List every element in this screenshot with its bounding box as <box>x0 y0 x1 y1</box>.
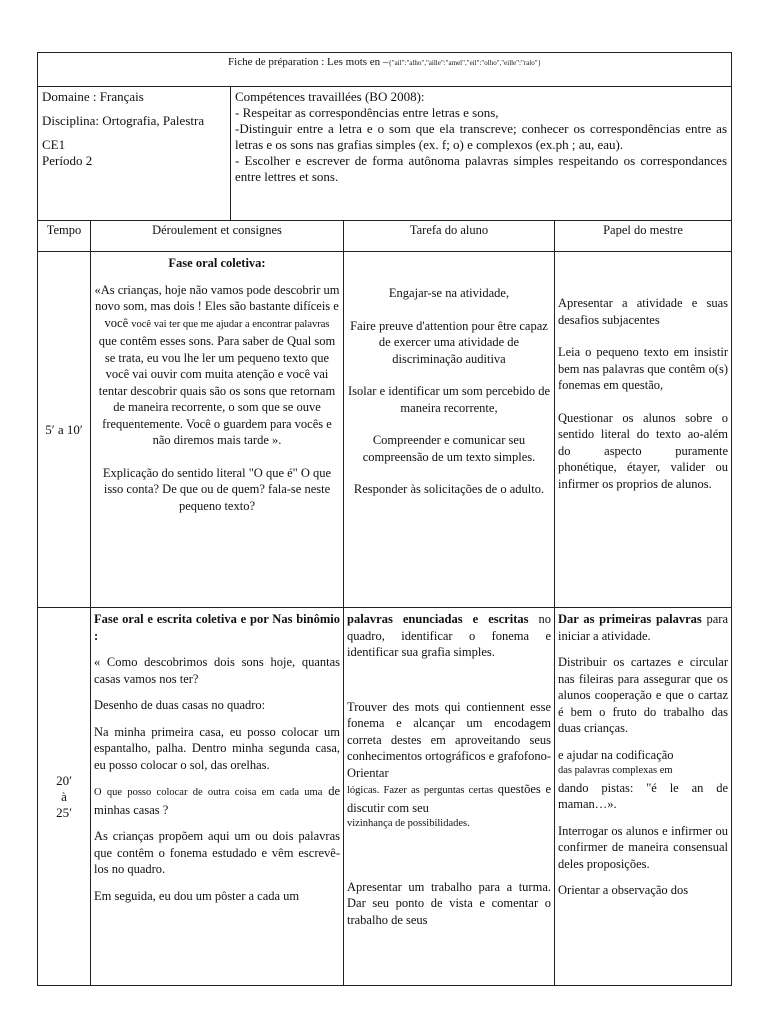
competence-item: - Respeitar as correspondências entre letras e sons, <box>235 105 499 120</box>
deroulement-cell <box>91 252 344 608</box>
column-header-deroulement: Déroulement et consignes <box>91 221 344 252</box>
role-item: Apresentar a atividade e suas desafios subjacentes <box>558 296 729 327</box>
phase-heading: Fase oral coletiva: <box>168 256 266 270</box>
column-header-tempo: Tempo <box>38 221 91 252</box>
competence-item: -Distinguir entre a letra e o som que ela transcreve; conhecer os correspondências entre as letras e os sons nas grafias simples (ex. f; o) e complexos (ex.ph ; au, eau). <box>235 121 728 152</box>
task-item: Engajar-se na atividade, <box>388 286 510 300</box>
role-item: das palavras complexas em <box>558 765 673 776</box>
task-item: Compreender e comunicar seu compreensão de um texto simples. <box>362 433 536 464</box>
task-item: Apresentar um trabalho para a turma. Dar seu ponto de vista e comentar o trabalho de seus <box>347 879 551 927</box>
teacher-quote: «As crianças, hoje não vamos pode descobrir um novo som, mas dois ! Eles são bastante difíceis e você você vai ter que me ajudar a encontrar palavras que contêm esses sons. Para saber de Qual som se trata, eu vou lhe ler um pequeno texto que você vai ouvir com muita atenção e você vai tentar descobrir quais são os sons que retornam de maneira recorrente, o som que se ouve frequentemente. Você o guardem para vocês e não diremos mais tarde ». <box>94 282 340 447</box>
deroulement-cell <box>91 608 344 986</box>
title-cell <box>38 53 732 87</box>
column-header-tarefa: Tarefa do aluno <box>344 221 555 252</box>
info-left-cell <box>38 87 231 221</box>
task-item: Trouver des mots qui contiennent esse fonema e alcançar um encodagem correta destes em aproveitando seus conhecimentos ortográficos e grafofono- Orientar <box>347 699 551 780</box>
periodo-label: Período 2 <box>42 153 93 168</box>
role-item: Interrogar os alunos e infirmer ou confirmer de maneira consensual deles proposições. <box>558 823 729 871</box>
role-item: Distribuir os cartazes e circular nas fileiras para assegurar que os alunos cooperação e que o cartaz é bem o fruto do trabalho das duas crianças. <box>558 655 729 735</box>
lesson-plan-sheet <box>37 52 731 986</box>
task-item: Isolar e identificar um som percebido de maneira recorrente, <box>347 384 550 415</box>
papel-cell <box>555 608 732 986</box>
task-item: Responder às solicitações de o adulto. <box>353 482 545 496</box>
task-item: lógicas. Fazer as perguntas certas questões e discutir com seu <box>347 782 551 815</box>
papel-cell <box>555 252 732 608</box>
competence-item: - Escolher e escrever de forma autônoma palavras simples respeitando os correspondances entre lettres et sons. <box>235 153 728 184</box>
role-item: Orientar a observação dos <box>558 883 689 897</box>
phase-heading: Fase oral e escrita coletiva e por Nas binômio : <box>94 612 340 643</box>
column-header-papel: Papel do mestre <box>555 221 732 252</box>
tarefa-cell <box>344 252 555 608</box>
literal-explanation: Explicação do sentido literal "O que é" O que isso conta? De que ou de quem? fala-se neste pequeno texto? <box>102 465 332 513</box>
level-label: CE1 <box>42 137 66 152</box>
role-item: Dar as primeiras palavras para iniciar a atividade. <box>558 612 729 643</box>
task-item: vizinhança de possibilidades. <box>347 818 470 829</box>
role-item: dando pistas: "é le an de maman…». <box>558 780 729 811</box>
task-item: palavras enunciadas e escritas no quadro, identificar o fonema e identificar sua grafia simples. <box>347 612 551 659</box>
role-item: Leia o pequeno texto em insistir bem nas palavras que contêm o(s) fonemas em questão, <box>558 345 729 392</box>
other-question: O que posso colocar de outra coisa em cada uma de minhas casas ? <box>94 784 340 817</box>
lesson-plan-table <box>37 52 732 986</box>
children-propose: As crianças propõem aqui um ou dois palavras que contêm o fonema estudado e vêm escrevê-los no quadro. <box>94 829 340 876</box>
task-item: Faire preuve d'attention pour être capaz de exercer uma atividade de discriminação auditiva <box>350 318 548 366</box>
next-step: Em seguida, eu dou um pôster a cada um <box>94 888 300 903</box>
competences-cell <box>231 87 732 221</box>
tempo-cell: 20′ à 25′ <box>38 608 91 986</box>
domaine-label: Domaine : Français <box>42 89 144 104</box>
teacher-quote: « Como descobrimos dois sons hoje, quantas casas vamos nos ter? <box>94 655 340 686</box>
tarefa-cell <box>344 608 555 986</box>
role-item: e ajudar na codificação <box>558 747 674 762</box>
houses-text: Na minha primeira casa, eu posso colocar um espantalho, palha. Dentro minha segunda casa, eu posso colocar o sol, das orelhas. <box>94 724 340 772</box>
disciplina-label: Disciplina: Ortografia, Palestra <box>42 113 205 128</box>
tempo-cell: 5′ a 10′ <box>38 252 91 608</box>
drawing-instruction: Desenho de duas casas no quadro: <box>94 698 266 712</box>
competences-title: Compétences travaillées (BO 2008): <box>235 89 425 104</box>
sheet-title: Fiche de préparation : Les mots en – <box>228 56 389 68</box>
role-item: Questionar os alunos sobre o sentido literal do texto ao-além do aspecto puramente phonétique, étayer, valider ou infirmer os proprios de alunos. <box>558 410 729 491</box>
title-suffix: {"ail":"alho","aille":"amel","eil":"olho","eille":"ralo"} <box>388 59 541 67</box>
